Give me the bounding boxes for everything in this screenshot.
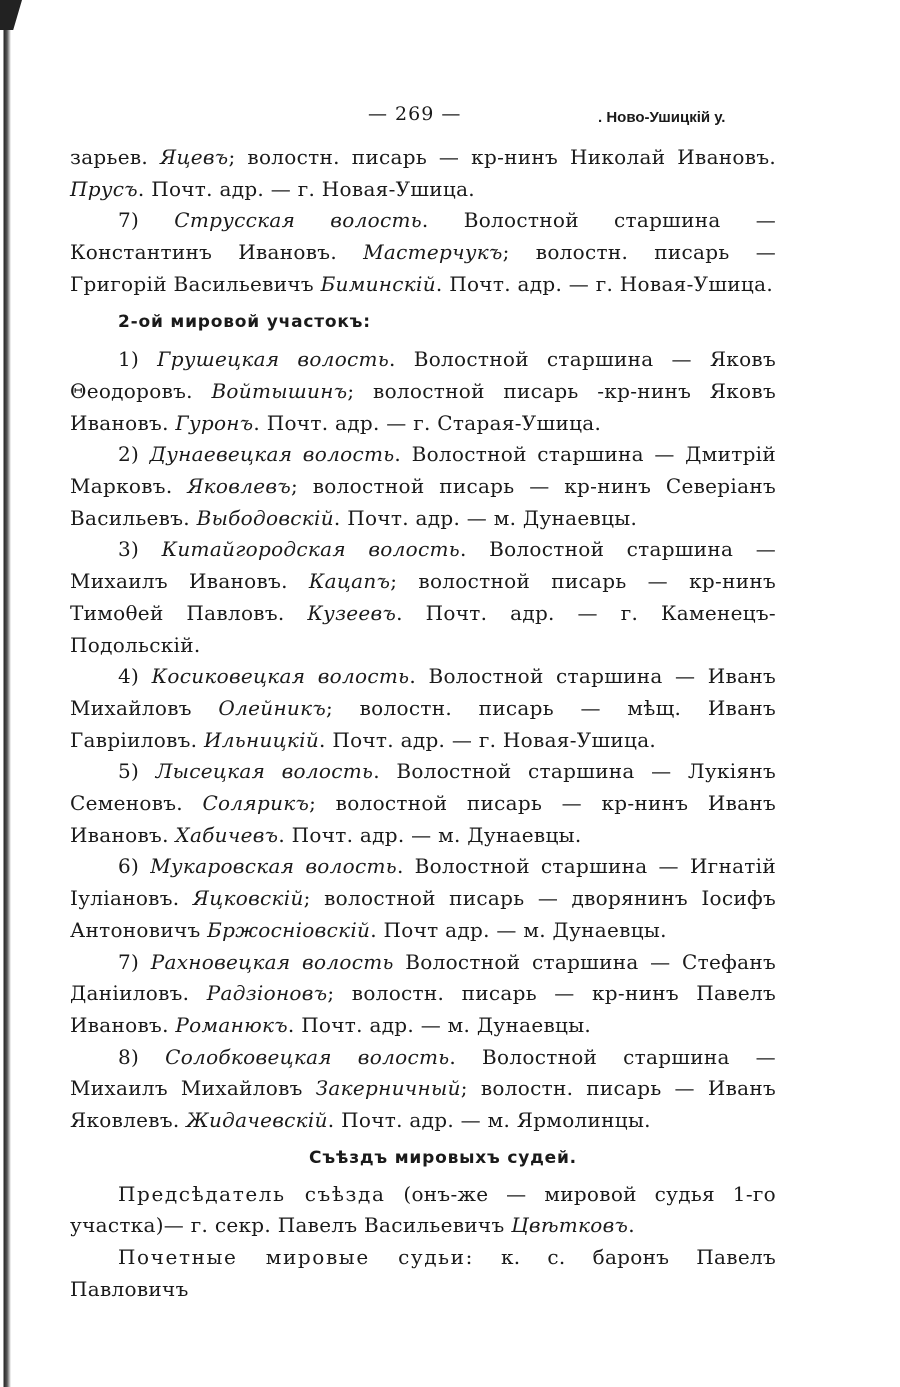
text-run: . Волостной старшина — Игнатій Іуліановъ. [70, 854, 777, 911]
paragraph [70, 1042, 776, 1137]
text-run: 2) [118, 442, 150, 467]
italic-name: Мукаровская волость [150, 854, 397, 879]
text-run: 5) [118, 759, 156, 784]
italic-name: Цвѣтковъ [511, 1213, 629, 1238]
paragraph [70, 661, 776, 756]
text-run: ; волостн. писарь — кр-нинъ Николай Ивановъ. [228, 145, 777, 169]
text-run: . Почт. адр. — г. Новая-Ушица. [435, 271, 773, 296]
paragraph [70, 851, 776, 946]
text-run: 1) [118, 347, 158, 372]
text-run: . Волостной старшина — Дмитрій Марковъ. [70, 442, 776, 499]
text-run: 8) [118, 1044, 166, 1069]
paragraph [70, 534, 776, 661]
italic-name: Солярикъ [202, 791, 310, 816]
italic-name: Олейникъ [218, 695, 326, 720]
text-run: 7) [118, 208, 175, 233]
text-run: 7) [118, 949, 151, 974]
italic-name: Яцевъ [160, 145, 229, 169]
text-run: зарьев. [70, 145, 161, 169]
italic-name: Выбодовскій [196, 505, 334, 530]
paragraph [70, 756, 776, 851]
text-run: . Почт. адр. — м. Дунаевцы. [287, 1012, 592, 1037]
text-run: . Почт. адр. — г. Каменецъ-Подольскій. [70, 600, 776, 657]
italic-name: Закерничный [315, 1076, 461, 1101]
paragraph [70, 205, 776, 300]
page-header [0, 103, 900, 133]
paragraph [70, 439, 776, 534]
text-run: ; волостн. писарь — Иванъ Яковлевъ. [70, 1076, 777, 1133]
italic-name: Кузеевъ [307, 600, 397, 625]
italic-name: Косиковецкая волость [151, 664, 410, 689]
italic-name: Кацапъ [308, 569, 391, 594]
text-run: . Почт. адр. — м. Дунаевцы. [278, 822, 582, 847]
italic-name: Яцковскій [192, 886, 304, 911]
text-run: . Волостной старшина — Яковъ Θеодоровъ. [70, 347, 776, 403]
spaced-label: Почетные мировые судьи: [118, 1244, 474, 1269]
italic-name: Мастерчукъ [363, 240, 503, 265]
binding-corner-mark [0, 0, 22, 30]
text-run: к. с. баронъ Павелъ Павловичъ [70, 1244, 776, 1301]
text-run: ; волостной писарь — кр-нинъ Северіанъ Васильевъ. [70, 474, 776, 530]
text-run: . Почт адр. — м. Дунаевцы. [370, 917, 667, 942]
text-run: . Почт. адр. — м. Дунаевцы. [333, 505, 638, 530]
text-run: ; волостн. писарь — кр-нинъ Павелъ Ивановъ. [70, 981, 776, 1037]
text-run: . Почт. адр. — г. Новая-Ушица. [319, 727, 657, 752]
text-run: . Почт. адр. — г. Новая-Ушица. [137, 176, 475, 201]
text-run: . Волостной старшина — Лукіянъ Семеновъ. [70, 759, 776, 816]
text-run: ; волостн. писарь — Григорій Васильевичъ [70, 240, 776, 296]
italic-name: Рахновецкая волость [150, 949, 394, 974]
text-run: ; волостной писарь -кр-нинъ Яковъ Ивановъ. [70, 378, 776, 435]
text-run: ; волостной писарь — кр-нинъ Иванъ Ивановъ. [70, 791, 777, 847]
paragraph [70, 947, 776, 1042]
italic-name: Ильницкій [204, 727, 320, 752]
text-run: . [628, 1213, 635, 1238]
text-run: . Почт. адр. — м. Ярмолинцы. [327, 1108, 651, 1133]
centered-section-heading: Съѣздъ мировыхъ судей. [309, 1147, 577, 1168]
text-run: ; волостн. писарь — мѣщ. Иванъ Гавріиловъ. [70, 695, 776, 752]
italic-name: Дунаевецкая волость [149, 442, 395, 467]
page-number: — 269 — [368, 103, 462, 125]
text-run: 3) [118, 537, 162, 562]
italic-name: Биминскій [320, 271, 436, 296]
text-run: . Волостной старшина — Константинъ Ивановъ. [70, 208, 776, 265]
text-run: ; волостной писарь — кр-нинъ Тимоθей Павловъ. [70, 569, 776, 625]
italic-name: Хабичевъ [175, 822, 279, 847]
text-run: Волостной старшина — Стефанъ Даніиловъ. [70, 949, 776, 1006]
italic-name: Китайгородская волость [161, 537, 460, 562]
paragraph [70, 1242, 776, 1305]
paragraph [70, 142, 776, 205]
italic-name: Войтышинъ [211, 378, 348, 403]
italic-name: Прусъ [70, 176, 138, 201]
italic-name: Солобковецкая волость [165, 1044, 450, 1069]
page-body [70, 142, 776, 1305]
italic-name: Романюкъ [175, 1012, 288, 1037]
spaced-label: Предсѣдатель съѣзда [118, 1181, 386, 1206]
text-run: . Почт. адр. — г. Старая-Ушица. [253, 410, 602, 435]
text-run: 6) [118, 854, 151, 879]
italic-name: Лысецкая волость [155, 759, 374, 784]
text-run: (онъ-же — мировой судья 1-го участка)— г. секр. Павелъ Васильевичъ [70, 1181, 777, 1238]
italic-name: Жидачевскій [186, 1108, 328, 1133]
text-run: . Волостной старшина — Иванъ Михайловъ [70, 664, 776, 720]
text-run: . Волостной старшина — Михаилъ Ивановъ. [70, 537, 777, 594]
text-run: ; волостной писарь — дворянинъ Іосифъ Антоновичъ [70, 886, 776, 942]
paragraph [70, 1179, 776, 1242]
book-binding-edge [0, 0, 12, 1387]
italic-name: Радзіоновъ [206, 981, 328, 1006]
italic-name: Бржосніовскій [207, 917, 371, 942]
italic-name: Яковлевъ [187, 474, 291, 499]
text-run: 4) [118, 664, 152, 689]
paragraph [70, 344, 776, 439]
section-heading: 2-ой мировой участокъ: [118, 311, 371, 332]
running-title: . Ново-Ушицкій у. [598, 109, 726, 126]
italic-name: Грушецкая волость [157, 347, 390, 372]
italic-name: Гуронъ [175, 410, 254, 435]
italic-name: Струсская волость [174, 208, 422, 233]
text-run: . Волостной старшина — Михаилъ Михайловъ [70, 1044, 776, 1101]
